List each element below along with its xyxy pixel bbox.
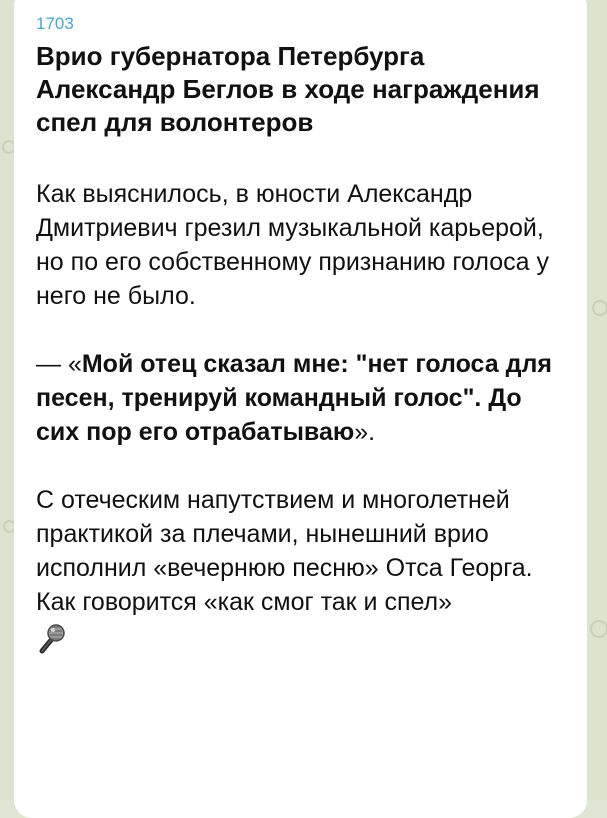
paragraph-gap xyxy=(36,313,567,347)
quote-dash: — xyxy=(36,350,68,378)
quote-close-mark: ». xyxy=(354,418,376,446)
post-quote xyxy=(36,347,567,449)
channel-id[interactable]: 1703 xyxy=(36,14,74,33)
wallpaper-doodle xyxy=(590,620,607,638)
paragraph-gap xyxy=(36,449,567,483)
quote-open-mark: « xyxy=(67,350,82,378)
microphone-icon xyxy=(36,621,66,655)
paragraph-gap xyxy=(36,139,567,177)
wallpaper-doodle xyxy=(592,300,607,316)
post-title: Врио губернатора Петербурга Александр Беглов в ходе награждения спел для волонтеров xyxy=(36,41,540,137)
emoji-line xyxy=(36,621,567,655)
message-bubble[interactable] xyxy=(14,0,587,818)
quote-text: Мой отец сказал мне: "нет голоса для песен, тренируй командный голос". До сих пор его отрабатываю xyxy=(36,350,552,446)
post-paragraph-3: С отеческим напутствием и многолетней практикой за плечами, нынешний врио исполнил «вечернюю песню» Отса Георга. Как говорится «как смог так и спел» xyxy=(36,486,533,616)
post-paragraph-1: Как выяснилось, в юности Александр Дмитриевич грезил музыкальной карьерой, но по его собственному признанию голоса у него не было. xyxy=(36,180,549,310)
